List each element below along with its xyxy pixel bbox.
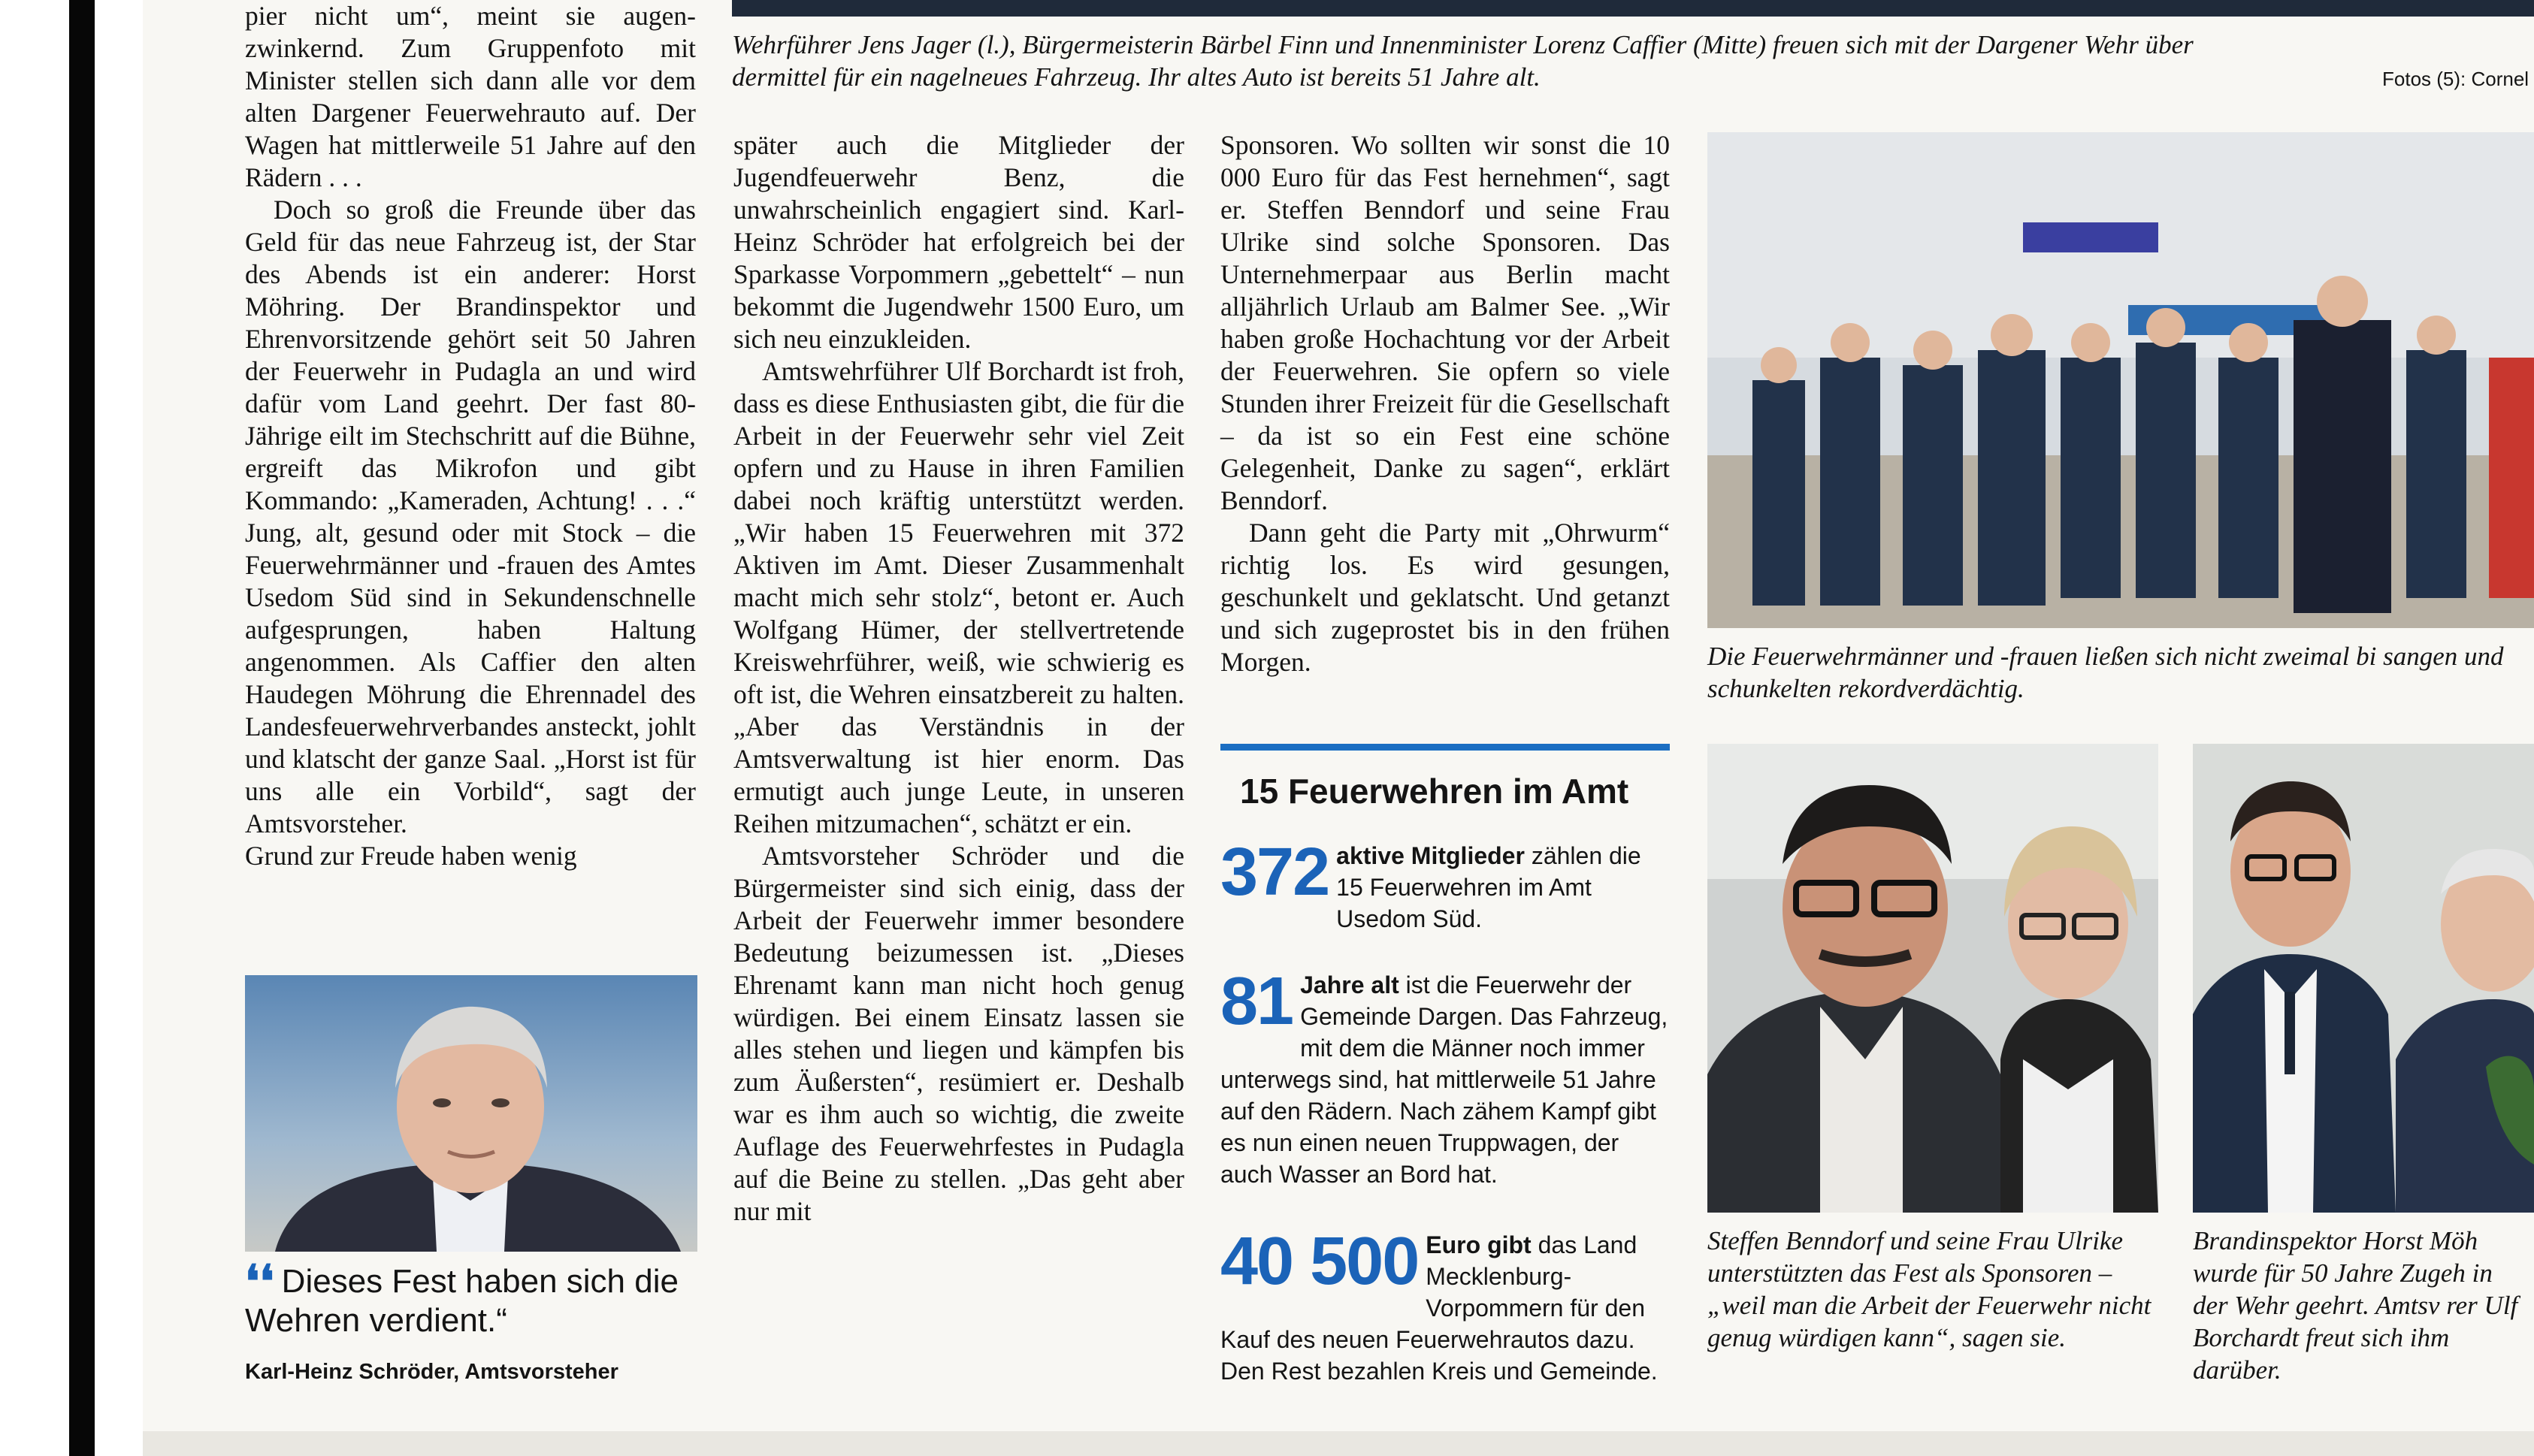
article-column-2 (733, 129, 1184, 1228)
fact-item (1220, 964, 1671, 1190)
caption-line: dermittel für ein nagelneues Fahrzeug. Ihr altes Auto ist bereits 51 Jahre alt. (732, 62, 1541, 92)
fact-text: das Land Mecklenburg-Vorpommern für den Kauf des neuen Feuerwehrautos dazu. Den Rest bezahlen Kreis und Gemeinde. (1220, 1231, 1658, 1385)
fact-number: 81 (1220, 964, 1293, 1039)
fact-lead: Jahre alt (1300, 971, 1399, 998)
fact-item (1220, 1224, 1671, 1387)
paragraph: später auch die Mitglieder der Jugendfeuerwehr Benz, die unwahrscheinlich engagiert sind. Karl-Heinz Schröder hat erfolgreich bei der Sparkasse Vorpommern „gebettelt“ – nun bekommt die Jugendwehr 1500 Euro, um sich neu einzukleiden. (733, 130, 1184, 354)
fact-item (1220, 835, 1671, 935)
honor-caption: Brandinspektor Horst Möh wurde für 50 Jahre Zugeh in der Wehr geehrt. Amtsv rer Ulf Borchardt freut sich ihm darüber. (2193, 1226, 2518, 1385)
quote-author: Karl-Heinz Schröder, Amtsvorsteher (245, 1360, 618, 1384)
portrait-photo (245, 975, 697, 1252)
fact-text: zählen die 15 Feuerwehren im Amt Usedom Süd. (1336, 842, 1641, 932)
paragraph: Grund zur Freude haben wenig (245, 841, 577, 871)
fact-lead: Euro gibt (1426, 1231, 1532, 1258)
article-column-1 (245, 0, 696, 872)
paragraph: pier nicht um“, meint sie augen-zwinkernd. Zum Gruppenfoto mit Minister stellen sich dann alle vor dem alten Dargener Feuerwehrauto auf. Der Wagen hat mittlerweile 51 Jahre auf den Rädern . . . (245, 1, 696, 192)
sheet-edge (143, 1431, 2534, 1456)
factbox-title: 15 Feuerwehren im Amt (1240, 772, 1629, 811)
stage-photo (1707, 132, 2534, 628)
sponsors-photo (1707, 744, 2158, 1213)
sponsors-caption: Steffen Benndorf und seine Frau Ulrike unterstützten das Fest als Sponsoren – „weil man die Arbeit der Feuerwehr nicht genug würdigen kann“, sagen sie. (1707, 1226, 2151, 1352)
honor-photo (2193, 744, 2534, 1213)
paragraph: Dann geht die Party mit „Ohrwurm“ richtig los. Es wird gesungen, geschunkelt und geklatscht. Und getanzt und sich zugeprostet bis in den frühen Morgen. (1220, 518, 1670, 677)
pull-quote (245, 1256, 696, 1385)
photo-credit: Fotos (5): Cornel (2382, 68, 2529, 90)
top-photo-strip (732, 0, 2534, 17)
top-photo-caption (732, 29, 2534, 93)
paragraph: Amtswehrführer Ulf Borchardt ist froh, dass es diese Enthusiasten gibt, die für die Arbeit in der Feuerwehr sehr viel Zeit opfern und zu Hause in ihren Familien dabei noch kräftig unterstützt werden. „Wir haben 15 Feuerwehren mit 372 Aktiven im Amt. Dieser Zusammenhalt macht mich sehr stolz“, betont er. Auch Wolfgang Hümer, der stellvertretende Kreiswehrführer, weiß, wie schwierig es oft ist, die Wehren einsatzbereit zu halten. „Aber das Verständnis in der Amtsverwaltung ist hier enorm. Das ermutigt auch junge Leute, in unseren Reihen mitzumachen“, schätzt er ein. (733, 356, 1184, 838)
paragraph: Amtsvorsteher Schröder und die Bürgermeister sind sich einig, dass der Arbeit der Feuerwehr immer besondere Bedeutung beizumessen ist. „Dieses Ehrenamt kann man nicht hoch genug würdigen. Bei einem Einsatz lassen sie alles stehen und liegen und kämpfen bis zum Äußersten“, resümiert er. Deshalb war es ihm auch so wichtig, die zweite Auflage des Feuerwehrfestes in Pudagla auf die Beine zu stellen. „Das geht aber nur mit (733, 841, 1184, 1226)
fact-number: 40 500 (1220, 1224, 1419, 1299)
quote-text: Dieses Fest haben sich die Wehren verdient.“ (245, 1263, 679, 1339)
stage-photo-caption: Die Feuerwehrmänner und -frauen ließen sich nicht zweimal bi sangen und schunkelten rekordverdächtig. (1707, 642, 2504, 703)
scan-border (69, 0, 95, 1456)
fact-text: ist die Feuerwehr der Gemeinde Dargen. Das Fahrzeug, mit dem die Männer noch immer unterwegs sind, hat mittlerweile 51 Jahre auf den Rädern. Nach zähem Kampf gibt es nun einen neuen Truppwagen, der auch Wasser an Bord hat. (1220, 971, 1668, 1188)
fact-lead: aktive Mitglieder (1336, 842, 1525, 869)
caption-line: Wehrführer Jens Jager (l.), Bürgermeisterin Bärbel Finn und Innenminister Lorenz Caffier (Mitte) freuen sich mit der Dargener Wehr über (732, 30, 2194, 59)
factbox-rule (1220, 744, 1670, 751)
paragraph: Sponsoren. Wo sollten wir sonst die 10 000 Euro für das Fest hernehmen“, sagt er. Steffen Benndorf und seine Frau Ulrike sind solche Sponsoren. Das Unternehmerpaar aus Berlin macht alljährlich Urlaub am Balmer See. „Wir haben große Hochachtung vor der Arbeit der Feuerwehren. Sie opfern so viele Stunden ihrer Freizeit für die Gesellschaft – da ist so ein Fest eine schöne Gelegenheit, Danke zu sagen“, erklärt Benndorf. (1220, 130, 1670, 515)
quote-mark-icon: ❛❛ (245, 1256, 274, 1306)
article-column-3 (1220, 129, 1670, 678)
paragraph: Doch so groß die Freunde über das Geld für das neue Fahrzeug ist, der Star des Abends ist ein anderer: Horst Möhring. Der Brandinspektor und Ehrenvorsitzende gehört seit 50 Jahren der Feuerwehr in Pudagla an und wird dafür vom Land geehrt. Der fast 80-Jährige eilt im Stechschritt auf die Bühne, ergreift das Mikrofon und gibt Kommando: „Kameraden, Achtung! . . .“ Jung, alt, gesund oder mit Stock – die Feuerwehrmänner und -frauen des Amtes Usedom Süd sind in Sekundenschnelle aufgesprungen, haben Haltung angenommen. Als Caffier den alten Haudegen Möhrung die Ehrennadel des Landesfeuerwehrverbandes ansteckt, johlt und klatscht der ganze Saal. „Horst ist für uns alle ein Vorbild“, sagt der Amtsvorsteher. (245, 195, 696, 838)
fact-number: 372 (1220, 835, 1329, 910)
